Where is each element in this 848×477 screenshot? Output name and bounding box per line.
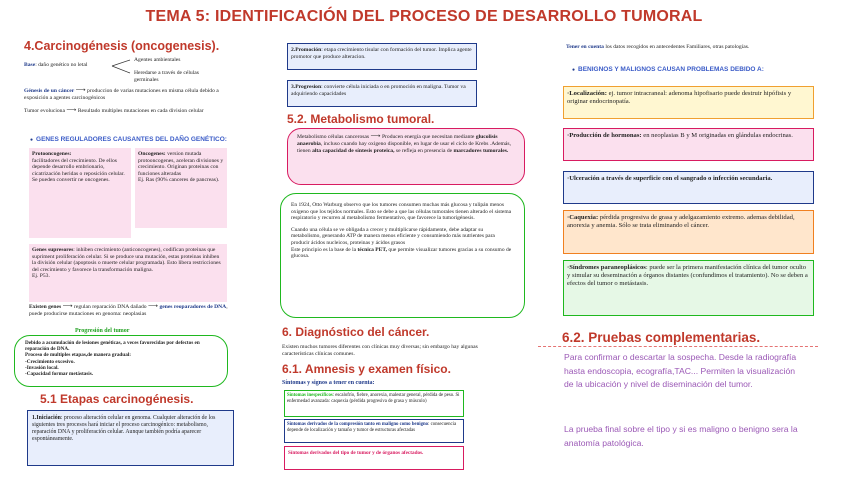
problems-heading: ● BENIGNOS Y MALIGNOS CAUSAN PROBLEMAS DEBIDO A: <box>572 66 764 73</box>
organos-label: Síntomas derivados del tipo de tumor y de órganos afectados. <box>288 450 424 456</box>
tumor-text: Tumor evoluciona <box>24 108 65 114</box>
page-title: TEMA 5: IDENTIFICACIÓN DEL PROCESO DE DESARROLLO TUMORAL <box>145 8 703 25</box>
genesis-text <box>24 87 229 101</box>
arrow-icon: ⟶ <box>370 132 381 140</box>
onco-text: version mutada protooncogenes, aceleran divisiones y crecimiento. Originan proteinas con funciones alteradas <box>138 151 224 177</box>
compresion-box <box>284 419 464 443</box>
intro-text <box>566 44 796 51</box>
warburg-text-3: Este principio es la base de la <box>291 246 357 253</box>
caquexia-text: pérdida progresiva de grasa y adelgazamiento extremo. ademas debilidad, anorexia y anemia. Sólo se trata eliminando el cáncer. <box>567 214 795 229</box>
iniciacion-label: 1.Iniciación <box>32 415 61 421</box>
warburg-box <box>280 193 525 318</box>
base-line <box>24 62 87 69</box>
paraneoplasicos-label: ·Síndromes paraneoplásicos <box>567 264 646 271</box>
ulceracion-label: ·Ulceración a través de superficie con el sangrado o infección secundaria. <box>567 175 773 182</box>
iniciacion-text: : proceso alteración celular en genoma. Cualquier alteración de los siguientes tres procesos hará iniciar el proceso carcinogénico: metabolismo, reparación DNA y proliferación celular. Aunque también podría aparecer espontáneamente. <box>32 415 216 442</box>
genesis-label: Génesis de un cáncer <box>24 88 75 94</box>
metabolismo-heading: 5.2. Metabolismo tumoral. <box>287 112 435 126</box>
promocion-text: : etapa crecimiento tisular con formación del tumor. Implica agente promotor que produce alteracion. <box>291 47 472 60</box>
arrow-icon: ⟶ <box>147 302 159 310</box>
progresion-stage-box <box>287 80 477 107</box>
hormonas-label: ·Producción de hormonas: <box>567 132 642 139</box>
hormonas-box <box>563 128 814 161</box>
base-branch-arrows <box>110 57 134 77</box>
genes-heading: ● GENES REGULADORES CAUSANTES DEL DAÑO GENÉTICO: <box>30 136 227 143</box>
base-label: Base <box>24 62 36 68</box>
etapas-heading: 5.1 Etapas carcinogénesis. <box>40 392 194 406</box>
metabolismo-text: se refleja en presencia de <box>395 147 453 154</box>
progresion-box <box>14 335 228 387</box>
marcadores-term: marcadores tumorales. <box>453 147 509 154</box>
base-branch-2: Heredarse a través de células germinales <box>134 70 199 83</box>
ulceracion-box <box>563 171 814 204</box>
reparacion-text <box>29 303 229 317</box>
diagnostico-text: Existen muchos tumores diferentes con clínicas muy diversas; sin embargo hay algunas características clínicas comunes. <box>282 344 478 357</box>
arrow-icon: ⟶ <box>66 106 77 114</box>
metabolismo-pre: Metabolismo células cancerosas <box>297 134 370 140</box>
intro-body: los datos recogidos en antecedentes Familiares, otras patologías. <box>605 44 750 50</box>
arrow-icon: ⟶ <box>62 302 73 310</box>
progresion-stage-text: : convierte célula iniciada o en promoción en maligna. Tumor va adquiriendo capacidades <box>291 84 466 97</box>
paraneoplasicos-box <box>563 260 814 316</box>
localizacion-label: ·Localización: <box>567 90 607 97</box>
intro-label: Tener en cuenta <box>566 44 604 50</box>
anamnesis-heading: 6.1. Amnesis y examen físico. <box>282 362 451 376</box>
promocion-label: 2.Promoción <box>291 47 322 53</box>
pruebas-divider <box>538 346 818 347</box>
organos-box <box>284 446 464 470</box>
reparacion-label: genes reoparadores de DNA <box>159 304 227 310</box>
progresion-stage: -Crecimiento excesivo. <box>25 358 75 365</box>
base-branch-1: Agentes ambientales <box>134 57 181 63</box>
progresion-stages-intro: Proceso de multiples etapas,de manera gradual: <box>25 352 131 359</box>
reparacion-post: , puede producirse mutaciones en genoma: neoplasias <box>29 304 228 317</box>
localizacion-text: ej. tumor intracraneal: adenoma hipofisario puede destruir hipófisis y originar endocrinopatía. <box>567 90 792 105</box>
warburg-text-1: En 1924, Otto Warburg observo que los tumores consumen muchas más glucosa y tulipán menos oxigeno que los tejidos normales. Esto se debe a que las células tumorales tienen alterado el sistema respiratorio y recurren al metabolismo fermentativo, que favorece la tumorigénesis. <box>291 202 512 222</box>
metabolismo-text: , incluso cuando hay oxigeno disponible, en lugar de usar el ciclo de Krebs .Además, tienen <box>297 140 511 154</box>
pruebas-text-2: La prueba final sobre el tipo y si es maligno o benigno sera la anatomía patológica. <box>564 424 798 448</box>
tumor-evolution <box>24 107 229 115</box>
progresion-stage: -Invasión local. <box>25 364 59 371</box>
progresion-text: Debido a acumulación de lesiones genéticas, a veces favorecidas por defectos en reparación de DNA. <box>25 340 200 353</box>
pruebas-heading: 6.2. Pruebas complementarias. <box>562 330 761 345</box>
onco-example: Ej. Ras (90% canceres de pancreas). <box>138 177 220 184</box>
warburg-text-3b: que permite visualizar tumores gracias a su consumo de glucosa. <box>291 246 512 260</box>
glucolisis-term: glucolisis anaerobia <box>297 134 498 147</box>
compresion-text: : consecuencia depende de localización y tamaño y tumor de estructuras afectadas <box>287 422 457 433</box>
metabolismo-box <box>287 128 525 185</box>
progresion-title: Progresión del tumor <box>75 328 130 334</box>
supresores-text: : inhiben crecimiento (anticoncogenes), codifican proteinas que supriment proliferación celular. Si se produce una mutación, estas proteinas inhiben la división celular (apoptosis o muerte celular programada). Esto libera restricciones del crecimiento y favorece la transformación maligna. <box>32 247 221 273</box>
protooncogenes-box <box>29 148 131 238</box>
progresion-label: 3.Progresion <box>291 84 322 90</box>
inespecificos-box <box>284 390 464 417</box>
caquexia-label: ·Caquexia: <box>567 214 599 221</box>
pruebas-text-1: Para confirmar o descartar la sospecha. Desde la radiografía hasta endoscopia, ecografía,TAC... Permiten la visualización de la ubicación y nivel de diseminación del tumor. <box>564 352 797 389</box>
promocion-box <box>287 43 477 70</box>
compresion-label: Síntomas derivados de la compresión tanto en maligno como benigno <box>287 422 429 427</box>
base-text: : daño genético no letal <box>35 62 88 68</box>
supresores-title: Genes supresores <box>32 247 74 253</box>
proto-text: facilitadores del crecimiento. De ellos depende desarrollo embrionario, cicatrización heridas o reposición celular. Se pueden convertir ne oncogenes. <box>32 157 125 184</box>
hormonas-text: en neoplasias B y M originadas en glándulas endocrinas. <box>643 132 793 139</box>
proto-title: Protooncogenes: <box>32 151 72 157</box>
reparacion-pre: Existen genes <box>29 304 62 310</box>
inespecificos-text: : escalofrío, fiebre, anorexia, malestar general, pérdida de peso. Si enfermedad avanzada: caquexia (pérdida progresiva de grasa y músculo) <box>287 393 460 404</box>
sintesis-term: alta capacidad de síntesis proteica, <box>312 147 395 154</box>
localizacion-box <box>563 86 814 119</box>
reparacion-mid: regulan reparación DNA dañado <box>74 304 147 310</box>
oncogenes-box <box>135 148 227 228</box>
supresores-box <box>29 244 227 302</box>
arrow-icon: ⟶ <box>75 86 86 94</box>
caquexia-box <box>563 210 814 254</box>
genesis-body: produccion de varias mutaciones en misma célula debido a exposición a agentes carcinogénicos <box>24 88 219 101</box>
iniciacion-box <box>27 410 234 466</box>
warburg-text-2: Cuando una célula se ve obligada a crecer y multiplicarse rápidamente, debe adaptar su metabolismo, generando ATP de manera menos eficiente y consumiendo más nutrientes para producir ácidos nucleicos, proteinas y ácidos grasos <box>291 226 495 246</box>
progresion-stage: -Capacidad formar metástasis. <box>25 371 94 378</box>
paraneoplasicos-text: : puede ser la primera manifestación clínica del tumor oculto y simular su deseminación a órganos distantes (confundimos el tratamiento). No se deben a efectos del tumor o metástasis. <box>567 264 808 287</box>
sintomas-heading: Síntomas y signos a tener en cuenta: <box>282 380 375 386</box>
metabolismo-text: Producen energía que necesitan mediante <box>381 134 475 140</box>
pet-term: técnica PET, <box>357 246 387 253</box>
supresores-example: Ej. P53. <box>32 273 50 280</box>
inespecificos-label: Síntomas inespecíficos <box>287 393 333 398</box>
onco-title: Oncogenes: <box>138 151 166 157</box>
carcinogenesis-heading: 4.Carcinogénesis (oncogenesis). <box>24 39 220 53</box>
tumor-result: Resultado multiples mutaciones en cada division celular <box>77 108 204 114</box>
diagnostico-heading: 6. Diagnóstico del cáncer. <box>282 325 430 339</box>
